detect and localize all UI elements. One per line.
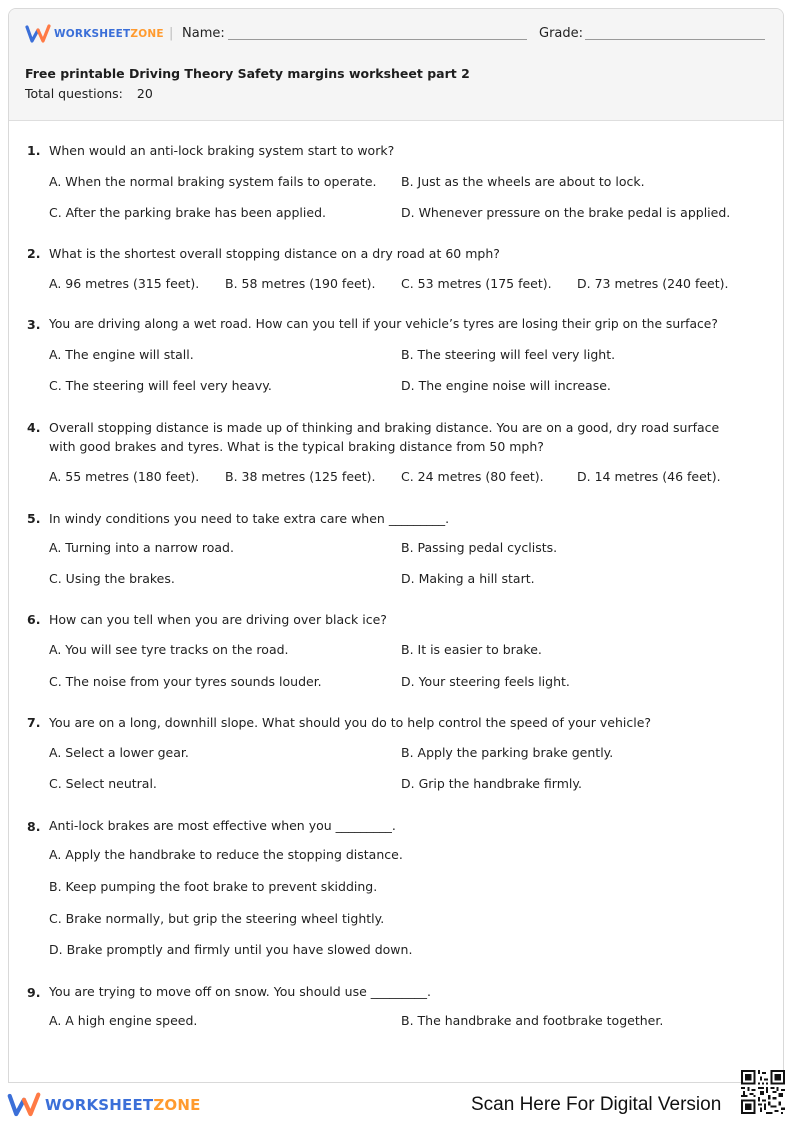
option-c[interactable]: C. 53 metres (175 feet). bbox=[401, 276, 552, 291]
option-c[interactable]: C. The noise from your tyres sounds louder. bbox=[49, 674, 322, 689]
brand-logo bbox=[25, 24, 164, 44]
option-b[interactable]: B. 38 metres (125 feet). bbox=[225, 469, 376, 484]
option-c[interactable]: C. Select neutral. bbox=[49, 776, 157, 791]
question-text: When would an anti-lock braking system start to work? bbox=[49, 143, 395, 158]
option-d[interactable]: D. 73 metres (240 feet). bbox=[577, 276, 729, 291]
worksheet-header bbox=[9, 9, 783, 121]
name-field[interactable] bbox=[228, 39, 527, 40]
option-a[interactable]: A. 55 metres (180 feet). bbox=[49, 469, 200, 484]
option-b[interactable]: B. It is easier to brake. bbox=[401, 642, 542, 657]
grade-field[interactable] bbox=[585, 39, 765, 40]
question-text: How can you tell when you are driving over black ice? bbox=[49, 612, 387, 627]
scan-here-text: Scan Here For Digital Version bbox=[471, 1094, 722, 1115]
worksheetzone-w-icon bbox=[6, 1092, 42, 1118]
option-a[interactable]: A. When the normal braking system fails to operate. bbox=[49, 174, 377, 189]
question-text: What is the shortest overall stopping distance on a dry road at 60 mph? bbox=[49, 246, 500, 261]
option-a[interactable]: A. The engine will stall. bbox=[49, 347, 194, 362]
grade-label: Grade: bbox=[539, 26, 584, 41]
question-number: 6. bbox=[27, 612, 41, 627]
question-number: 5. bbox=[27, 511, 41, 526]
question-number: 1. bbox=[27, 143, 41, 158]
option-c[interactable]: C. After the parking brake has been applied. bbox=[49, 205, 326, 220]
question-text: You are trying to move off on snow. You should use _________. bbox=[49, 984, 431, 999]
option-b[interactable]: B. 58 metres (190 feet). bbox=[225, 276, 376, 291]
option-a[interactable]: A. Turning into a narrow road. bbox=[49, 540, 234, 555]
header-divider: | bbox=[169, 26, 174, 41]
option-d[interactable]: D. Grip the handbrake firmly. bbox=[401, 776, 582, 791]
option-a[interactable]: A. Select a lower gear. bbox=[49, 745, 189, 760]
option-d[interactable]: D. Your steering feels light. bbox=[401, 674, 570, 689]
option-a[interactable]: A. You will see tyre tracks on the road. bbox=[49, 642, 289, 657]
worksheet-title: Free printable Driving Theory Safety margins worksheet part 2 bbox=[25, 66, 470, 81]
question-text: Overall stopping distance is made up of thinking and braking distance. You are on a good, dry road surface with good brakes and tyres. What is the typical braking distance from 50 mph? bbox=[49, 420, 720, 454]
option-d[interactable]: D. The engine noise will increase. bbox=[401, 378, 611, 393]
total-questions bbox=[25, 86, 153, 101]
question-number: 7. bbox=[27, 715, 41, 730]
option-c[interactable]: C. Brake normally, but grip the steering wheel tightly. bbox=[49, 911, 385, 926]
question-number: 9. bbox=[27, 985, 41, 1000]
qr-code-icon[interactable] bbox=[741, 1070, 785, 1114]
footer-brand-logo bbox=[6, 1092, 201, 1118]
option-d[interactable]: D. 14 metres (46 feet). bbox=[577, 469, 721, 484]
question-number: 4. bbox=[27, 420, 41, 435]
question-text: You are on a long, downhill slope. What should you do to help control the speed of your vehicle? bbox=[49, 715, 652, 730]
worksheet-page bbox=[8, 8, 784, 1083]
option-c[interactable]: C. The steering will feel very heavy. bbox=[49, 378, 272, 393]
option-b[interactable]: B. The steering will feel very light. bbox=[401, 347, 616, 362]
question-text: Anti-lock brakes are most effective when you _________. bbox=[49, 818, 396, 833]
option-b[interactable]: B. The handbrake and footbrake together. bbox=[401, 1013, 664, 1028]
option-a[interactable]: A. Apply the handbrake to reduce the stopping distance. bbox=[49, 847, 403, 862]
brand-wordmark: WORKSHEETZONE bbox=[54, 28, 164, 40]
question-number: 2. bbox=[27, 246, 41, 261]
option-d[interactable]: D. Brake promptly and firmly until you have slowed down. bbox=[49, 942, 413, 957]
name-label: Name: bbox=[182, 26, 225, 41]
total-questions-value: 20 bbox=[136, 86, 153, 101]
worksheetzone-w-icon bbox=[25, 24, 51, 44]
option-c[interactable]: C. 24 metres (80 feet). bbox=[401, 469, 544, 484]
question-number: 3. bbox=[27, 317, 41, 332]
option-a[interactable]: A. 96 metres (315 feet). bbox=[49, 276, 200, 291]
question-text: In windy conditions you need to take extra care when _________. bbox=[49, 511, 450, 526]
option-c[interactable]: C. Using the brakes. bbox=[49, 571, 175, 586]
footer-brand-wordmark: WORKSHEETZONE bbox=[45, 1096, 201, 1114]
option-d[interactable]: D. Whenever pressure on the brake pedal is applied. bbox=[401, 205, 731, 220]
question-text: You are driving along a wet road. How can you tell if your vehicle’s tyres are losing their grip on the surface? bbox=[49, 317, 718, 331]
option-b[interactable]: B. Keep pumping the foot brake to prevent skidding. bbox=[49, 879, 378, 894]
option-b[interactable]: B. Apply the parking brake gently. bbox=[401, 745, 614, 760]
option-b[interactable]: B. Just as the wheels are about to lock. bbox=[401, 174, 645, 189]
option-a[interactable]: A. A high engine speed. bbox=[49, 1013, 198, 1028]
option-b[interactable]: B. Passing pedal cyclists. bbox=[401, 540, 558, 555]
total-questions-label: Total questions: bbox=[25, 86, 123, 101]
question-number: 8. bbox=[27, 819, 41, 834]
option-d[interactable]: D. Making a hill start. bbox=[401, 571, 535, 586]
